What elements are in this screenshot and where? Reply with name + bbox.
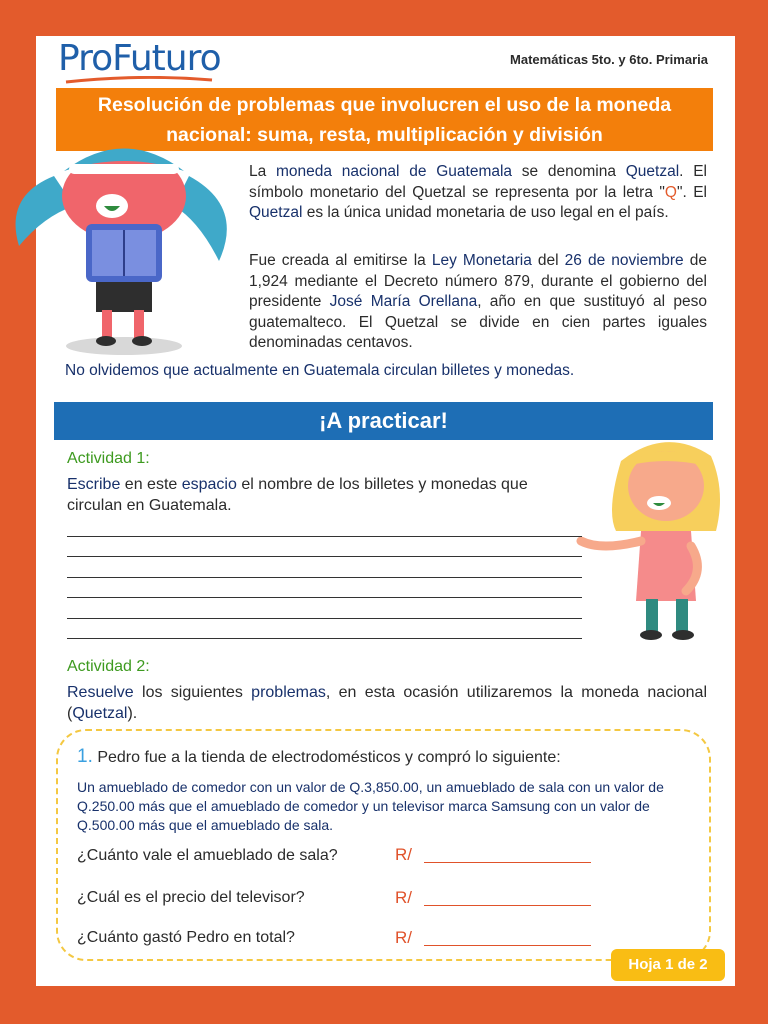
answer-label-1: R/ xyxy=(395,845,412,864)
lesson-title: Resolución de problemas que involucren el uso de la moneda nacional: suma, resta, multiplicación y división xyxy=(56,88,713,151)
answer-line[interactable] xyxy=(67,516,582,537)
profuturo-logo: ProFuturo xyxy=(58,38,221,79)
problem-heading: 1. Pedro fue a la tienda de electrodomésticos y compró lo siguiente: xyxy=(77,746,561,767)
girl-reading-illustration xyxy=(14,136,234,361)
intro-paragraph-2: Fue creada al emitirse la Ley Monetaria del 26 de noviembre de 1,924 mediante el Decreto número 879, durante el gobierno del presidente José María Orellana, año en que sustituyó al peso guatemalteco. El Quetzal se divide en cien partes iguales denominadas centavos. xyxy=(249,252,707,351)
intro-note: No olvidemos que actualmente en Guatemala circulan billetes y monedas. xyxy=(65,362,575,379)
activity-1-instructions: Escribe en este espacio el nombre de los billetes y monedas que circulan en Guatemala. xyxy=(67,476,528,514)
activity-1-answer-lines[interactable] xyxy=(67,516,582,639)
answer-field-1[interactable] xyxy=(424,862,591,863)
answer-label-2: R/ xyxy=(395,888,412,907)
question-3: ¿Cuánto gastó Pedro en total? xyxy=(77,929,295,946)
problem-number: 1. xyxy=(77,746,93,767)
answer-line[interactable] xyxy=(67,557,582,578)
answer-line[interactable] xyxy=(67,598,582,619)
page-indicator: Hoja 1 de 2 xyxy=(611,949,725,981)
answer-label-3: R/ xyxy=(395,928,412,947)
problem-body: Un amueblado de comedor con un valor de Q.3,850.00, un amueblado de sala con un valor de Q.250.00 más que el amueblado de comedor y un televisor marca Samsung con un valor de Q.500.00 más que el amueblado de sala. xyxy=(77,779,664,833)
answer-line[interactable] xyxy=(67,578,582,599)
subject-label: Matemáticas 5to. y 6to. Primaria xyxy=(510,52,708,67)
answer-line[interactable] xyxy=(67,537,582,558)
practice-banner: ¡A practicar! xyxy=(54,402,713,440)
question-1: ¿Cuánto vale el amueblado de sala? xyxy=(77,847,338,864)
question-2: ¿Cuál es el precio del televisor? xyxy=(77,889,305,906)
activity-2-title: Actividad 2: xyxy=(67,658,150,675)
activity-2-instructions: Resuelve los siguientes problemas, en esta ocasión utilizaremos la moneda nacional (Quetzal). xyxy=(67,684,707,722)
answer-field-2[interactable] xyxy=(424,905,591,906)
intro-paragraph-1: La moneda nacional de Guatemala se denomina Quetzal. El símbolo monetario del Quetzal se representa por la letra "Q". El Quetzal es la única unidad monetaria de uso legal en el país. xyxy=(249,163,707,221)
activity-1-title: Actividad 1: xyxy=(67,450,150,467)
answer-field-3[interactable] xyxy=(424,945,591,946)
worksheet-page xyxy=(36,36,735,986)
logo-swoosh-icon xyxy=(64,76,214,84)
blonde-girl-illustration xyxy=(571,431,741,646)
answer-line[interactable] xyxy=(67,619,582,640)
